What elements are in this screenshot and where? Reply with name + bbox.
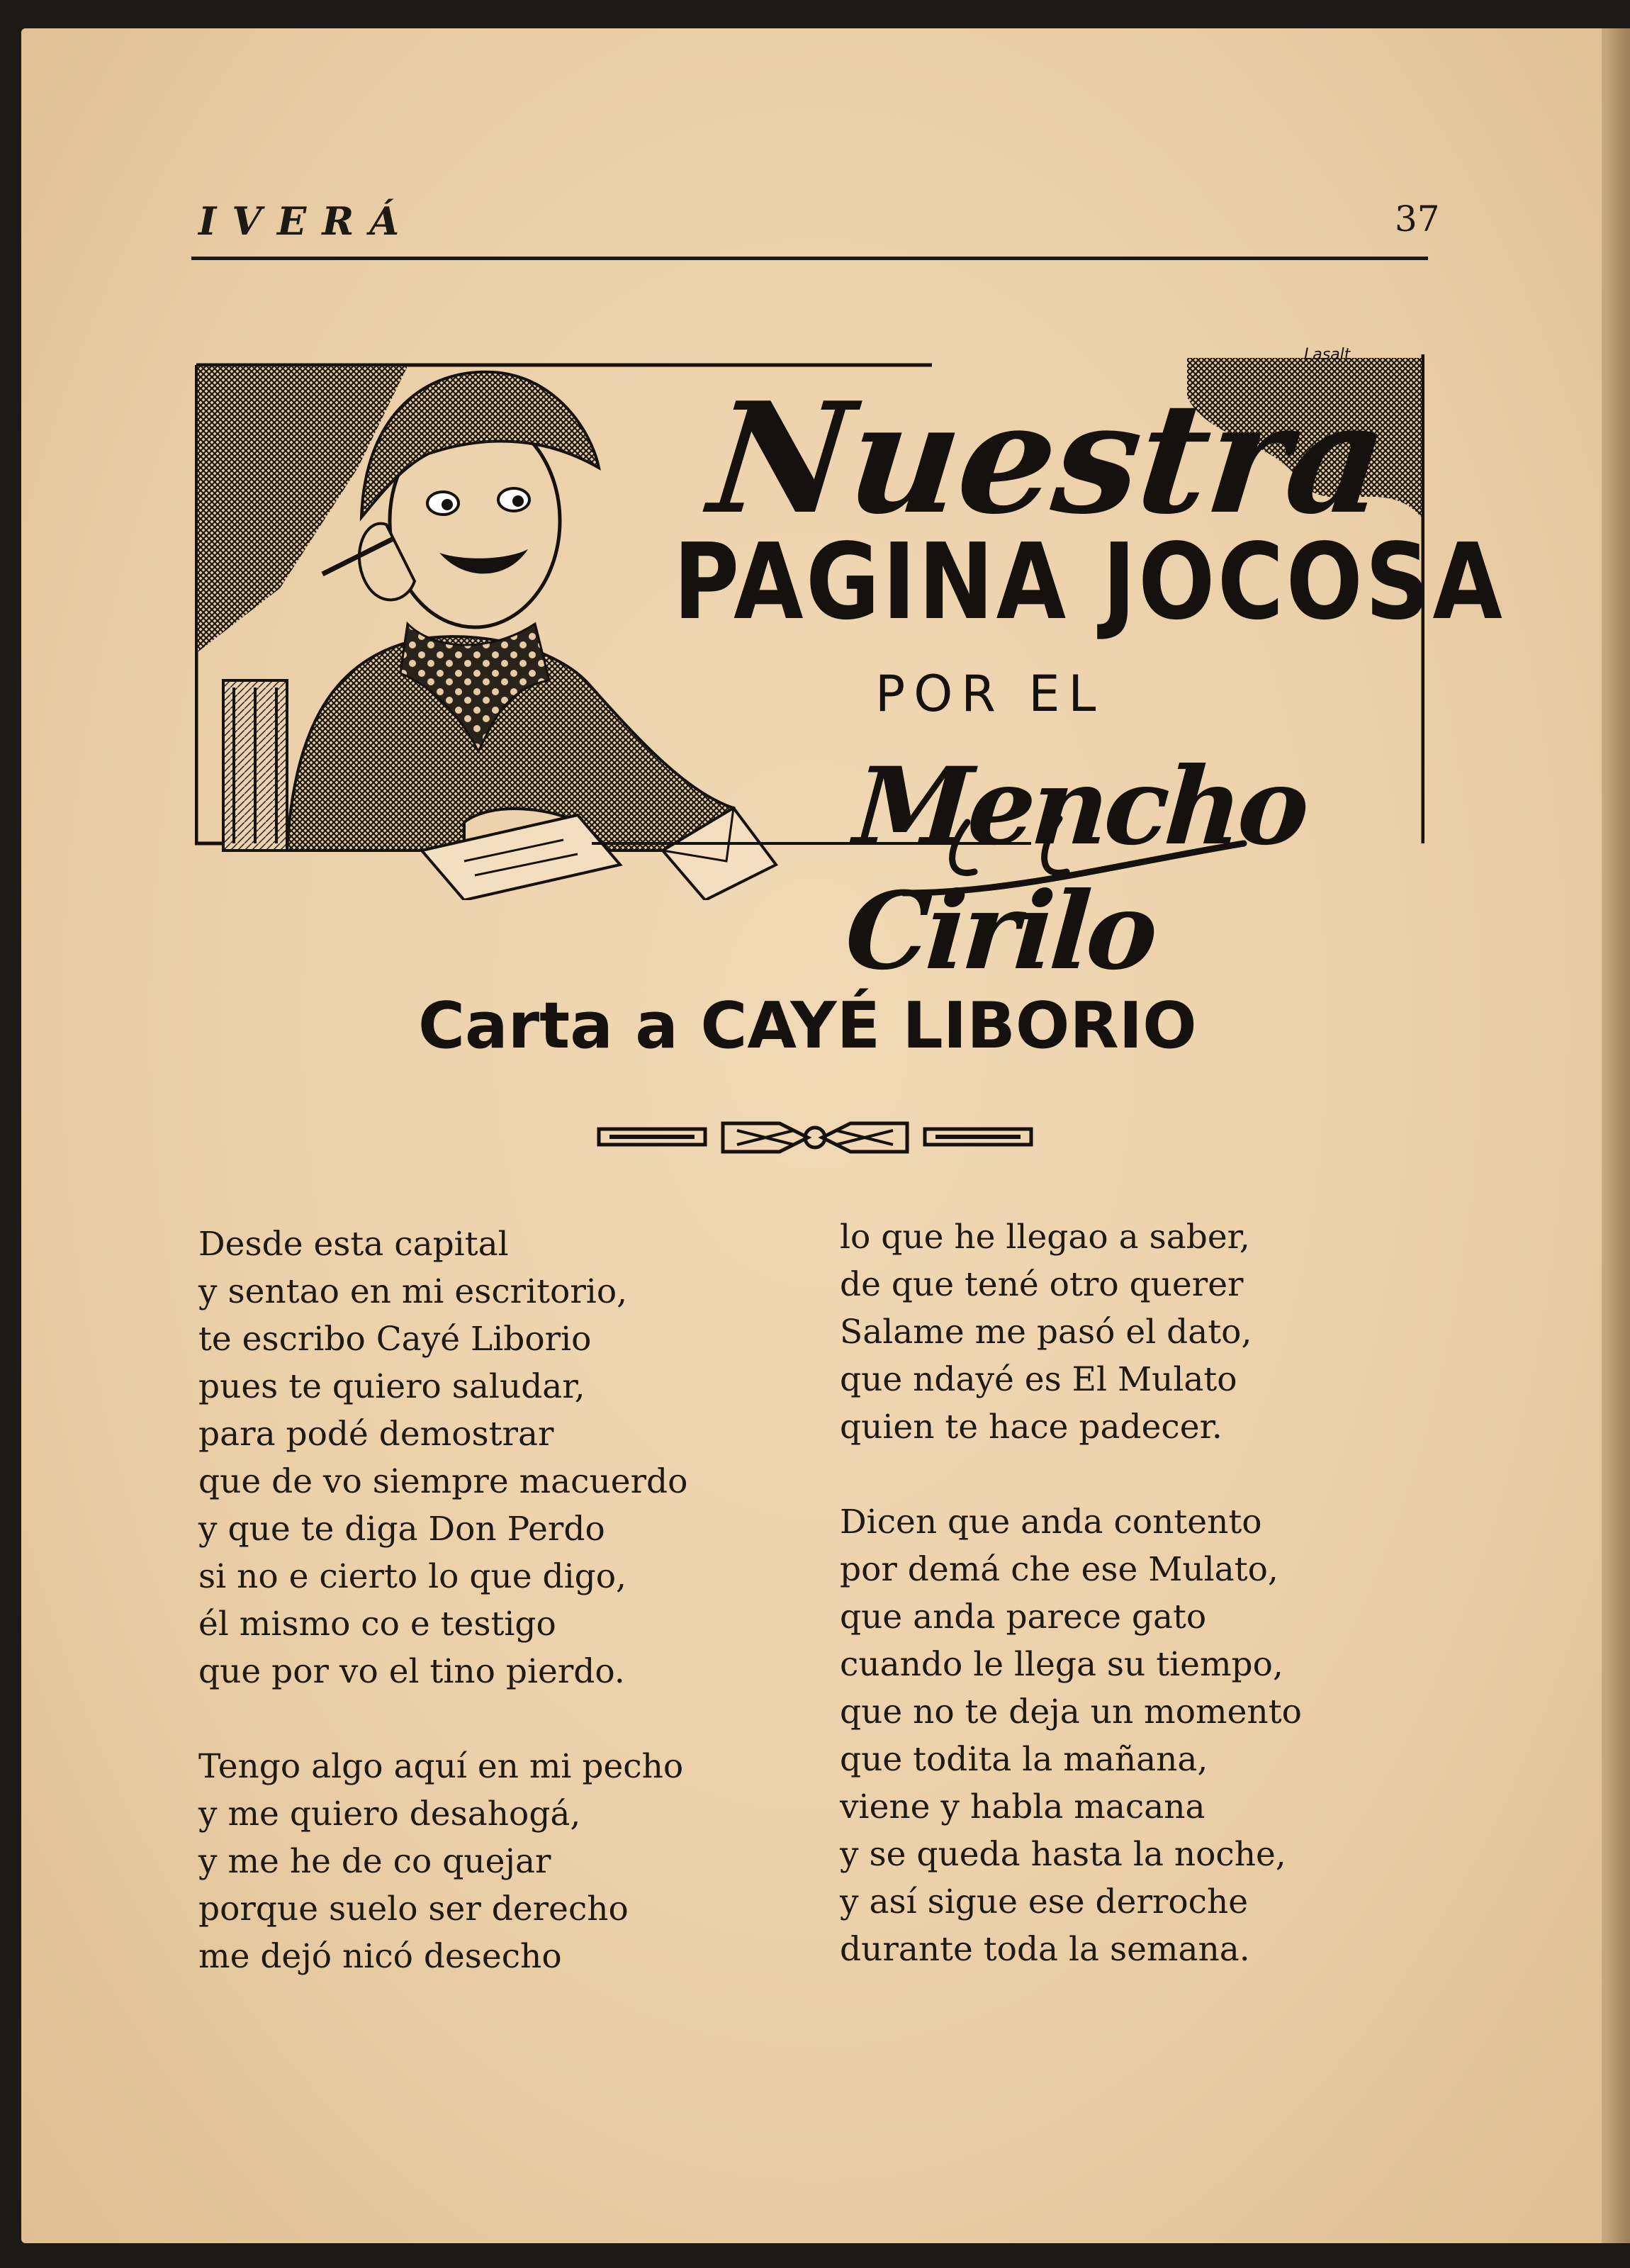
verse-line: él mismo co e testigo (198, 1605, 556, 1644)
verse-line: que ndayé es El Mulato (840, 1360, 1237, 1399)
verse-line: porque suelo ser derecho (198, 1890, 629, 1929)
verse-line: quien te hace padecer. (840, 1408, 1222, 1447)
page-number: 37 (1395, 198, 1440, 240)
verse-line: Desde esta capital (198, 1225, 509, 1264)
page-edge (1602, 28, 1630, 2243)
verse-line: para podé demostrar (198, 1415, 554, 1454)
artist-signature: Lasalt (1304, 346, 1351, 364)
verse-line: te escribo Cayé Liborio (198, 1320, 592, 1359)
banner-byline: POR EL (875, 665, 1105, 723)
stanza (198, 1743, 687, 1980)
verse-line: Dicen que anda contento (840, 1503, 1262, 1542)
ornament-divider (595, 1116, 1035, 1159)
verse-line: y sentao en mi escritorio, (198, 1272, 628, 1311)
poem-left-column (198, 1220, 687, 2028)
verse-line: por demá che ese Mulato, (840, 1550, 1278, 1589)
banner-script-title: Nuestra (702, 369, 1394, 548)
verse-line: viene y habla macana (840, 1787, 1205, 1826)
verse-line: que no te deja un momento (840, 1692, 1302, 1731)
verse-line: pues te quiero saludar, (198, 1367, 585, 1406)
header-rule (191, 257, 1428, 260)
verse-line: y que te diga Don Perdo (198, 1510, 605, 1549)
verse-line: durante toda la semana. (840, 1930, 1250, 1969)
verse-line: lo que he llegao a saber, (840, 1218, 1250, 1257)
stanza (840, 1498, 1302, 1973)
running-title: IVERÁ (198, 198, 415, 244)
verse-line: y así sigue ese derroche (840, 1882, 1249, 1921)
verse-line: cuando le llega su tiempo, (840, 1645, 1283, 1684)
banner-main-title: PAGINA JOCOSA (673, 521, 1505, 643)
verse-line: y me he de co quejar (198, 1842, 551, 1881)
banner-author: Mencho Cirilo (841, 744, 1310, 994)
verse-line: y se queda hasta la noche, (840, 1835, 1286, 1874)
verse-line: que anda parece gato (840, 1598, 1207, 1637)
verse-line: que por vo el tino pierdo. (198, 1652, 625, 1691)
verse-line: que de vo siempre macuerdo (198, 1462, 688, 1501)
stanza (840, 1213, 1302, 1451)
poem-right-column (840, 1213, 1302, 2021)
verse-line: Salame me pasó el dato, (840, 1313, 1252, 1352)
verse-line: si no e cierto lo que digo, (198, 1557, 626, 1596)
verse-line: Tengo algo aquí en mi pecho (198, 1747, 684, 1786)
verse-line: de que tené otro querer (840, 1265, 1244, 1304)
stanza (198, 1220, 687, 1695)
letter-title: Carta a CAYÉ LIBORIO (418, 989, 1197, 1063)
verse-line: y me quiero desahogá, (198, 1795, 581, 1834)
verse-line: me dejó nicó desecho (198, 1937, 562, 1976)
verse-line: que todita la mañana, (840, 1740, 1208, 1779)
